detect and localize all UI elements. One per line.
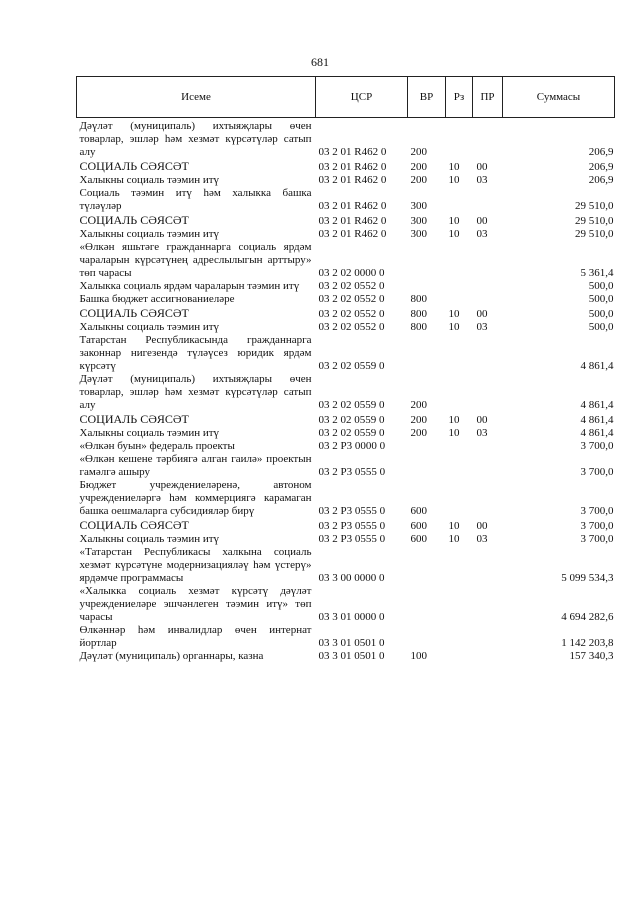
sum-cell: 500,0 [588, 321, 614, 333]
header-name: Исеме [77, 77, 316, 118]
sum-cell: 4 861,4 [580, 427, 614, 439]
csr-cell: 03 2 01 R462 0 [318, 146, 387, 158]
rz-cell: 10 [448, 228, 460, 240]
vr-cell: 300 [410, 200, 427, 212]
sum-cell: 206,9 [588, 161, 614, 173]
sum-cell: 206,9 [588, 174, 614, 186]
name-cell: «Халыкка социаль хезмәт күрсәтү дәүләт учреждениеләре эшчәнлеген тәэмин итү» төп чарасы [79, 585, 312, 623]
vr-cell: 800 [410, 321, 427, 333]
name-cell: Халыкны социаль тәэмин итү [79, 228, 220, 240]
header-rz: Рз [446, 77, 473, 118]
pr-cell [473, 624, 503, 650]
name-cell: «Өлкән яшьтәге гражданнарга социаль ярдәм чараларын күрсәтүнең адреслылыгын арттыру» төп чарасы [79, 241, 312, 279]
table-row [77, 174, 615, 187]
rz-cell: 10 [448, 321, 460, 333]
pr-cell: 00 [476, 215, 488, 227]
sum-cell: 29 510,0 [575, 200, 614, 212]
name-cell: Татарстан Республикасында гражданнарга законнар нигезендә түләүсез юридик ярдәм күрсәтү [79, 334, 312, 372]
table-row [77, 334, 615, 373]
sum-cell: 5 099 534,3 [561, 572, 614, 584]
rz-cell [446, 546, 473, 585]
table-row [77, 373, 615, 412]
table-row [77, 241, 615, 280]
rz-cell: 10 [448, 520, 460, 532]
table-body [77, 118, 615, 664]
csr-cell: 03 2 02 0559 0 [318, 427, 385, 439]
csr-cell: 03 2 P3 0555 0 [318, 520, 386, 532]
rz-cell: 10 [448, 174, 460, 186]
rz-cell [446, 479, 473, 518]
vr-cell: 200 [410, 174, 427, 186]
pr-cell [473, 280, 503, 293]
vr-cell [408, 453, 446, 479]
name-cell: Халыкка социаль ярдәм чараларын тәэмин итү [79, 280, 300, 292]
name-cell: Дәүләт (муниципаль) органнары, казна [79, 650, 264, 662]
rz-cell [446, 624, 473, 650]
csr-cell: 03 2 02 0559 0 [318, 360, 385, 372]
rz-cell [446, 440, 473, 453]
csr-cell: 03 2 02 0559 0 [318, 399, 385, 411]
table-row [77, 159, 615, 174]
pr-cell [473, 440, 503, 453]
sum-cell: 206,9 [588, 146, 614, 158]
sum-cell: 1 142 203,8 [561, 637, 614, 649]
pr-cell: 03 [476, 427, 488, 439]
rz-cell [446, 118, 473, 160]
name-cell: СОЦИАЛЬ СӘЯСӘТ [79, 213, 189, 227]
csr-cell: 03 2 01 R462 0 [318, 215, 387, 227]
sum-cell: 4 861,4 [580, 360, 614, 372]
rz-cell [446, 373, 473, 412]
budget-table [76, 76, 615, 663]
rz-cell: 10 [448, 427, 460, 439]
sum-cell: 4 694 282,6 [561, 611, 614, 623]
vr-cell: 600 [410, 505, 427, 517]
name-cell: «Татарстан Республикасы халкына социаль хезмәт күрсәтүне модернизацияләү һәм үстерү» ярдәмче программасы [79, 546, 312, 584]
vr-cell [408, 440, 446, 453]
rz-cell [446, 585, 473, 624]
table-row [77, 650, 615, 663]
name-cell: СОЦИАЛЬ СӘЯСӘТ [79, 518, 189, 532]
header-pr: ПР [473, 77, 503, 118]
vr-cell [408, 280, 446, 293]
name-cell: Халыкны социаль тәэмин итү [79, 174, 220, 186]
table-header [77, 77, 615, 118]
name-cell: Халыкны социаль тәэмин итү [79, 427, 220, 439]
table-row [77, 228, 615, 241]
pr-cell: 00 [476, 161, 488, 173]
pr-cell [473, 373, 503, 412]
name-cell: Бюджет учреждениеләренә, автоном учреждениеләргә һәм коммерциягә карамаган башка оешмаларга субсидияләр бирү [79, 479, 312, 517]
rz-cell: 10 [448, 308, 460, 320]
name-cell: Дәүләт (муниципаль) ихтыяҗлары өчен товарлар, эшләр һәм хезмәт күрсәтүләр сатып алу [79, 120, 312, 158]
rz-cell [446, 650, 473, 663]
csr-cell: 03 2 02 0552 0 [318, 280, 385, 292]
csr-cell: 03 3 01 0501 0 [318, 650, 385, 662]
table-row [77, 321, 615, 334]
sum-cell: 29 510,0 [575, 228, 614, 240]
table-row [77, 440, 615, 453]
vr-cell: 300 [410, 215, 427, 227]
page-number: 681 [311, 55, 329, 69]
table-row [77, 624, 615, 650]
name-cell: Халыкны социаль тәэмин итү [79, 321, 220, 333]
table-row [77, 412, 615, 427]
vr-cell: 300 [410, 228, 427, 240]
vr-cell [408, 241, 446, 280]
vr-cell: 200 [410, 399, 427, 411]
csr-cell: 03 3 00 0000 0 [318, 572, 385, 584]
table-row [77, 306, 615, 321]
vr-cell: 800 [410, 308, 427, 320]
sum-cell: 3 700,0 [580, 533, 614, 545]
csr-cell: 03 2 02 0559 0 [318, 414, 385, 426]
rz-cell: 10 [448, 161, 460, 173]
sum-cell: 500,0 [588, 280, 614, 292]
table-row [77, 118, 615, 160]
name-cell: Социаль тәэмин итү һәм халыкка башка түләүләр [79, 187, 312, 212]
vr-cell [408, 585, 446, 624]
pr-cell [473, 334, 503, 373]
name-cell: Дәүләт (муниципаль) ихтыяҗлары өчен товарлар, эшләр һәм хезмәт күрсәтүләр сатып алу [79, 373, 312, 411]
csr-cell: 03 2 01 R462 0 [318, 174, 387, 186]
name-cell: СОЦИАЛЬ СӘЯСӘТ [79, 412, 189, 426]
pr-cell [473, 546, 503, 585]
table-row [77, 293, 615, 306]
vr-cell [408, 624, 446, 650]
pr-cell [473, 650, 503, 663]
csr-cell: 03 2 02 0000 0 [318, 267, 385, 279]
vr-cell: 200 [410, 161, 427, 173]
rz-cell [446, 280, 473, 293]
pr-cell: 00 [476, 520, 488, 532]
sum-cell: 3 700,0 [580, 466, 614, 478]
sum-cell: 157 340,3 [569, 650, 614, 662]
vr-cell: 200 [410, 427, 427, 439]
csr-cell: 03 2 02 0552 0 [318, 293, 385, 305]
csr-cell: 03 2 P3 0555 0 [318, 505, 386, 517]
vr-cell [408, 334, 446, 373]
table-row [77, 453, 615, 479]
rz-cell [446, 453, 473, 479]
vr-cell: 800 [410, 293, 427, 305]
table-row [77, 213, 615, 228]
table-row [77, 479, 615, 518]
header-sum: Суммасы [503, 77, 615, 118]
name-cell: Өлкәннәр һәм инвалидлар өчен интернат йортлар [79, 624, 312, 649]
csr-cell: 03 2 01 R462 0 [318, 228, 387, 240]
rz-cell [446, 241, 473, 280]
sum-cell: 5 361,4 [580, 267, 614, 279]
pr-cell [473, 187, 503, 213]
table-row [77, 546, 615, 585]
rz-cell [446, 187, 473, 213]
rz-cell [446, 293, 473, 306]
csr-cell: 03 3 01 0000 0 [318, 611, 385, 623]
pr-cell: 00 [476, 414, 488, 426]
header-csr: ЦСР [316, 77, 408, 118]
name-cell: СОЦИАЛЬ СӘЯСӘТ [79, 306, 189, 320]
pr-cell [473, 479, 503, 518]
pr-cell [473, 453, 503, 479]
rz-cell [446, 334, 473, 373]
pr-cell: 00 [476, 308, 488, 320]
table-row [77, 518, 615, 533]
pr-cell: 03 [476, 174, 488, 186]
table-row [77, 585, 615, 624]
sum-cell: 4 861,4 [580, 414, 614, 426]
rz-cell: 10 [448, 533, 460, 545]
sum-cell: 500,0 [588, 293, 614, 305]
sum-cell: 3 700,0 [580, 440, 614, 452]
sum-cell: 29 510,0 [575, 215, 614, 227]
csr-cell: 03 2 01 R462 0 [318, 200, 387, 212]
sum-cell: 3 700,0 [580, 520, 614, 532]
vr-cell: 200 [410, 146, 427, 158]
table-row [77, 280, 615, 293]
name-cell: Башка бюджет ассигнованиеләре [79, 293, 235, 305]
pr-cell: 03 [476, 533, 488, 545]
name-cell: Халыкны социаль тәэмин итү [79, 533, 220, 545]
vr-cell: 600 [410, 520, 427, 532]
csr-cell: 03 2 P3 0555 0 [318, 466, 386, 478]
csr-cell: 03 2 02 0552 0 [318, 308, 385, 320]
sum-cell: 500,0 [588, 308, 614, 320]
table-row [77, 533, 615, 546]
pr-cell [473, 241, 503, 280]
csr-cell: 03 2 P3 0000 0 [318, 440, 386, 452]
name-cell: СОЦИАЛЬ СӘЯСӘТ [79, 159, 189, 173]
pr-cell [473, 118, 503, 160]
rz-cell: 10 [448, 215, 460, 227]
csr-cell: 03 2 01 R462 0 [318, 161, 387, 173]
vr-cell [408, 546, 446, 585]
csr-cell: 03 2 P3 0555 0 [318, 533, 386, 545]
name-cell: «Өлкән буын» федераль проекты [79, 440, 235, 452]
header-vr: ВР [408, 77, 446, 118]
sum-cell: 3 700,0 [580, 505, 614, 517]
rz-cell: 10 [448, 414, 460, 426]
vr-cell: 200 [410, 414, 427, 426]
table-row [77, 427, 615, 440]
csr-cell: 03 2 02 0552 0 [318, 321, 385, 333]
sum-cell: 4 861,4 [580, 399, 614, 411]
csr-cell: 03 3 01 0501 0 [318, 637, 385, 649]
table-row [77, 187, 615, 213]
name-cell: «Өлкән кешене тәрбиягә алган гаилә» проектын гамәлгә ашыру [79, 453, 312, 478]
vr-cell: 100 [410, 650, 427, 662]
vr-cell: 600 [410, 533, 427, 545]
pr-cell: 03 [476, 321, 488, 333]
pr-cell [473, 293, 503, 306]
pr-cell: 03 [476, 228, 488, 240]
pr-cell [473, 585, 503, 624]
